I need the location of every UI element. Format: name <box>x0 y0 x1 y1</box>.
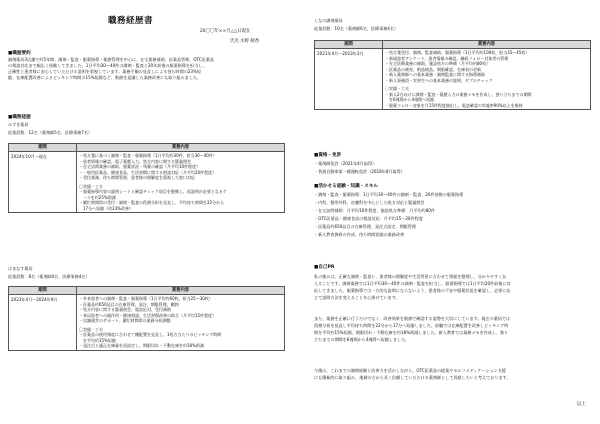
skill-item: ・調剤・監査・服薬指導：1日平均30〜40件の調剤・監査、20件前後の服薬指導 <box>314 192 464 197</box>
summary-line: 正確性と患者様に安心していただける説明を重視しています。業務手順の見直しによる待ち時間の23%短 <box>8 69 201 74</box>
work-table-1 <box>8 143 285 213</box>
company-name: はまなす薬局 <box>8 266 33 271</box>
pr-line: にも積極的に取り組み、地域の方から長く信頼していただける薬剤師として貢献したいと考えております。 <box>314 375 511 380</box>
achievement-line: ースを約25%削減 <box>79 194 116 200</box>
closing-mark: 以上 <box>576 402 586 407</box>
pr-line: じて説明方法を変えることを心掛けています。 <box>314 295 400 300</box>
duty-line: ・来局患者への副作用・健康相談、生活習慣改善の助言（月平均15件程度） <box>79 312 217 318</box>
document-date: 20〇〇年××月△△日現在 <box>200 29 251 34</box>
achievement-line: ・医薬品の使用頻度に合わせて棚配置を見直し、1処方当たりのピッキング時間 <box>79 332 222 337</box>
duty-line: ・処方内容に関する疑義照会、電話応対、受付補助 <box>79 307 171 312</box>
pr-line: 私の強みは、正確な調剤・監査と、患者様の理解度や生活背景に合わせて情報を整理し、分かりやすく伝 <box>314 274 507 279</box>
pr-line: えることです。調剤業務では1日平均30〜40件の調剤・監査を担当し、服薬指導では1日平均20件前後に対 <box>314 281 511 286</box>
skill-item: ・新人教育資料の作成、待ち時間短縮の業務改善 <box>314 232 405 237</box>
content-cell <box>383 49 591 110</box>
content-header: 業務内容 <box>77 144 285 152</box>
pr-line: 役割分担を見直し平均待ち時間を22分から17分へ短縮しました。前職では在庫配置を改善しピッキング時 <box>314 323 509 328</box>
skills-heading: ■活かせる経験・知識・スキル <box>314 184 379 189</box>
summary-line: 調剤薬局3店舗で約5年間、調剤・監査・服薬指導・薬歴管理を中心に、在宅業務補助、医薬品管理、OTC医薬品 <box>8 57 214 62</box>
duty-line: ・在宅医療業務の補助、施設処方の準備（月平均約80枚） <box>385 61 491 66</box>
document-title: 職務経歴書 <box>108 16 154 26</box>
work-table-3 <box>314 40 591 110</box>
duty-line: ・患者情報の確認、電子薬歴入力、処方内容に関する疑義照会 <box>79 158 191 164</box>
duty-line: ・受付業務、待ち時間管理、患者様の理解度を重視した窓口対応 <box>79 175 195 180</box>
history-heading: ■職務経歴 <box>8 115 31 120</box>
period-cell: 2023年4月〜2024年9月 <box>9 295 77 351</box>
duty-line: ・一般用医薬品、健康食品、生活習慣に関する相談対応（月平均20件程度） <box>79 169 217 175</box>
pr-heading: ■自己PR <box>314 265 335 270</box>
license-item: ・薬剤師免許（2021年4月取得） <box>314 161 377 166</box>
period-cell: 2024年10月〜現在 <box>9 152 77 213</box>
duty-line: ・店舗運営のサポート、繁忙時間帯の業務分担調整 <box>79 318 171 323</box>
period-cell: 2021年4月〜2023年3月 <box>315 49 383 110</box>
skill-item: ・医薬品約650品目の在庫管理、発注点設定、期限管理 <box>314 224 416 229</box>
achievements-label: 〇実績・工夫 <box>79 183 103 189</box>
achievement-line: ・繁忙時間帯の受付・調剤・監査の役割分担を見直し、平均待ち時間を22分から <box>79 200 225 205</box>
company-info: 従業員数：8名（薬剤師4名、医療事務4名） <box>8 274 90 279</box>
achievement-line: ・服薬指導内容の説明シートと確認チェック項目を整備し、再説明が必要となるケ <box>79 189 227 194</box>
summary-line: 縮、在庫配置改善によるピッキング時間の15%短縮など、数値を意識した業務改善にも取り組みました。 <box>8 75 202 80</box>
period-header: 期間 <box>9 287 77 295</box>
pr-line: 間を平均約15%短縮、期限切れ・不動在庫を約18%削減しました。新人教育では業務メモを作成し、独り <box>314 330 509 335</box>
company-info: 従業員数：10名（薬剤師6名、医療事務4名） <box>314 26 399 31</box>
summary-line: の相談対応まで幅広く経験してきました。1日平均30〜40件の調剤・監査と20年前後の服薬指導を担当し、 <box>8 63 207 68</box>
duty-line: ・新規患者アンケート、患者情報の確認、継続フォロー対象者の管理 <box>385 55 509 61</box>
achievement-line: を平均約15%短縮 <box>79 337 116 343</box>
duty-line: ・医薬品の補充、納品検品、期限確認、在庫表の更新 <box>385 66 481 72</box>
skill-item: ・内科、整形外科、皮膚科を中心とした処方対応と疑義照会 <box>314 200 425 205</box>
achievement-line: を6週間から4週間へ短縮 <box>385 97 435 102</box>
pr-line: また、業務を正確に行うだけでなく、改善効果を数値で確認する姿勢を大切にしています。現在の薬局では <box>314 316 511 321</box>
company-info: 従業員数：12名（薬剤師5名、医療事務7名） <box>8 130 93 135</box>
duty-line: ・処方箋受付、調剤、監査補助、服薬指導（1日平均約100枚、担当35〜45枚） <box>385 50 530 55</box>
duty-line: ・新人薬剤師への基本業務・調剤監査に関する指導補助 <box>385 72 485 77</box>
company-name: しなの調剤薬局 <box>314 18 343 23</box>
achievement-line: 17分へ短縮（約23%改善） <box>79 205 133 211</box>
license-item: ・普通自動車第一種運転免許（2018年8月取得） <box>314 169 405 174</box>
pr-line: 立ちまでの期間を6週間から4週間へ短縮しました。 <box>314 337 410 342</box>
achievement-line: ・服薬フォロー対象を月15件程度抽出し、電話確認の実施率90%以上を維持 <box>385 102 523 108</box>
period-header: 期間 <box>315 41 383 49</box>
content-header: 業務内容 <box>77 287 285 295</box>
content-cell <box>77 152 285 213</box>
duty-line: ・新人事務員・実習生への基本業務の説明、ダブルチェック <box>385 77 493 83</box>
summary-heading: ■職歴要約 <box>8 51 31 56</box>
achievements-label: 〇実績・工夫 <box>79 326 103 332</box>
content-cell <box>77 295 285 351</box>
period-header: 期間 <box>9 144 77 152</box>
company-name: みずき薬局 <box>8 122 29 127</box>
pr-line: 応してきました。服薬指導では一方的な説明にならないよう、患者様の不安や服薬状況を確認し、必要に応 <box>314 288 511 293</box>
achievement-line: ・新人2名向けに調剤・監査・薬歴入力の業務メモを作成し、独り立ちまでの期間 <box>385 91 532 97</box>
duty-line: ・外来患者への調剤・監査・服薬指導（1日平均約60枚、担当25〜30枚） <box>79 296 213 301</box>
duty-line: ・在宅訪問業務の補助、服薬状況・残薬の確認（月平均10件程度） <box>79 164 201 169</box>
content-header: 業務内容 <box>383 41 591 49</box>
duty-line: ・処方箋に基づく調剤・監査・服薬指導（1日平均約30件、担当30〜40件） <box>79 153 217 158</box>
skill-item: ・OTC医薬品・健康食品の相談対応：月平均15〜20件程度 <box>314 216 423 221</box>
licenses-heading: ■資格・免許 <box>314 153 342 158</box>
pr-line: 今後は、これまでの調剤経験と改善力を活かしながら、OTC医薬品の提案やセルフメディケーション支援 <box>314 368 506 373</box>
achievement-line: ・発注点と適正在庫量を再設定し、期限切れ・不動在庫を約18%削減 <box>79 343 204 348</box>
applicant-name: 氏名 水野 綾香 <box>230 39 260 44</box>
skill-item: ・在宅訪問補助：月平均10件程度、施設処方準備：月平均約80件 <box>314 208 435 213</box>
work-table-2 <box>8 286 285 351</box>
duty-line: ・医薬品約650品目の在庫管理、発注、期限管理、棚卸 <box>79 301 179 307</box>
achievements-label: 〇実績・工夫 <box>385 86 409 91</box>
page-right <box>300 0 600 424</box>
